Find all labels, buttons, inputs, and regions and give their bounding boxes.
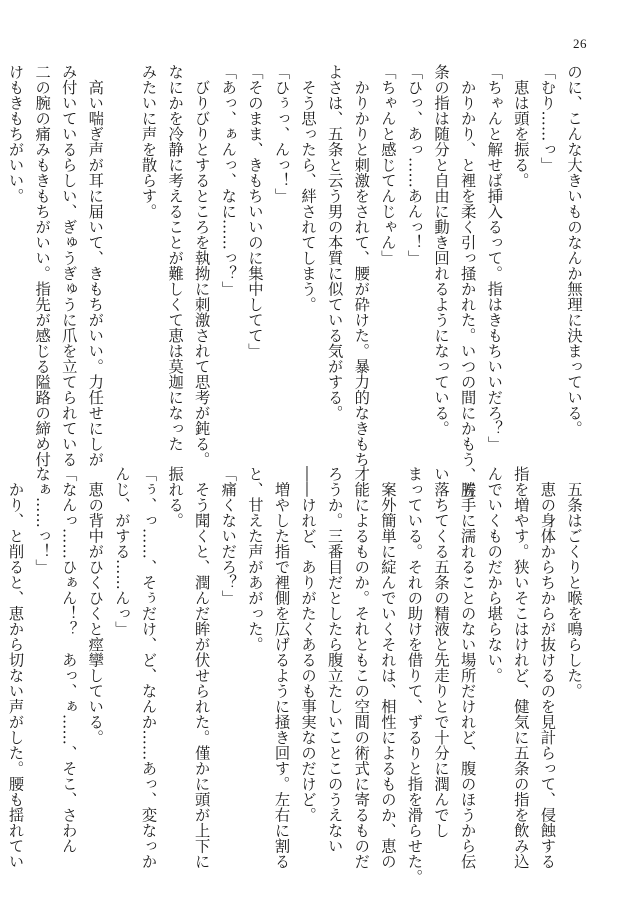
text-line: ――けれど、ありがたくあるのも事実なのだけど。: [299, 466, 318, 823]
text-line: 「あっ、ぁんっ、なに……っ？」: [219, 64, 238, 297]
text-line: 条の指は随分と自由に動き回れるようになっている。: [432, 64, 451, 436]
text-line: い落ちてくる五条の精液と先走りとで十分に潤んでし: [432, 466, 451, 838]
text-line: 恵の背中がひくひくと痙攣している。: [86, 466, 105, 745]
text-line: かりかり、と裡を柔く引っ掻かれた。いつの間にかもう、五: [458, 64, 477, 498]
text-line: 「ちゃんと感じてんじゃん」: [378, 64, 397, 266]
text-line: なぁ……っ！」: [33, 466, 52, 575]
text-line: よさは、五条と云う男の本質に似ている気がする。: [325, 64, 344, 421]
text-line: 「なんっ……ひぁん！？ あっ、ぁ……、そこ、さわん: [59, 466, 78, 854]
text-line: のに、こんな大きいものなんか無理に決まっている。: [565, 64, 583, 436]
text-line: 指を増やす。狭いそこはけれど、健気に五条の指を飲み込: [511, 466, 530, 869]
text-line: 高い喘ぎ声が耳に届いて、きもちがいい。力任せにしが: [86, 64, 105, 467]
text-line: びりびりとするところを執拗に刺激されて思考が鈍る。: [192, 64, 211, 467]
page-number: 26: [573, 36, 587, 51]
text-line: 「そのまま、きもちいいのに集中してて」: [245, 64, 264, 359]
text-line: 勝手に濡れることのない場所だけれど、腹のほうから伝: [458, 466, 477, 869]
text-line: んじ、がする……んっ」: [112, 466, 131, 637]
text-line: 「ぅ、っ……、そぅだけ、ど、なんか……あっ、変なっか: [139, 466, 158, 869]
text-line: 「ちゃんと解せば挿入るって。指はきもちいいだろ？」: [485, 64, 504, 452]
text-line: なにかを冷静に考えることが難しくて恵は莫迦になった: [166, 64, 185, 452]
text-line: 恵の身体からちからが抜けるのを見計らって、侵蝕する: [538, 466, 557, 869]
text-line: そう聞くと、潤んだ眸が伏せられた。僅かに頭が上下に: [192, 466, 211, 869]
text-line: けもきもちがいい。: [6, 64, 25, 204]
text-line: かりかりと刺激をされて、腰が砕けた。暴力的なきもち: [352, 64, 371, 467]
text-line: 案外簡単に綻んでいくそれは、相性によるものか、恵の: [378, 466, 397, 869]
text-line: 「ひぅっ、んっ！」: [272, 64, 291, 204]
text-line: 増やした指で裡側を広げるように掻き回す。左右に割る: [272, 466, 291, 869]
text-line: [108, 64, 135, 472]
text-line: 五条はごくりと喉を鳴らした。: [565, 466, 583, 699]
text-line: みたいに声を散らす。: [139, 64, 158, 219]
text-line: まっている。それの助けを借りて、ずるりと指を滑らせた。: [405, 466, 424, 885]
text-line: と、甘えた声があがった。: [245, 466, 264, 652]
text-line: 「むり……っ」: [538, 64, 557, 173]
text-line: 振れる。: [166, 466, 185, 528]
text-line: 才能によるものか。それともこの空間の術式に寄るものだ: [352, 466, 371, 869]
text-line: そう思ったら、絆されてしまう。: [299, 64, 318, 312]
text-block-lower: [6, 466, 587, 885]
text-line: 「ひっ、あっ……あんっ！」: [405, 64, 424, 266]
text-line: 二の腕の痛みもきもちがいい。指先が感じる隘路の締め付: [33, 64, 52, 467]
text-line: み付いているらしい、ぎゅうぎゅうに爪を立てられている: [59, 64, 78, 467]
text-line: ろうか。三番目だとしたら腹立たしいことこのうえない: [325, 466, 344, 854]
text-line: んでいくものだから堪らない。: [485, 466, 504, 683]
text-line: 恵は頭を振る。: [511, 64, 530, 188]
text-line: 「痛くないだろ？」: [219, 466, 238, 606]
text-line: かり、と削ると、恵から切ない声がした。腰も揺れてい: [6, 466, 25, 869]
